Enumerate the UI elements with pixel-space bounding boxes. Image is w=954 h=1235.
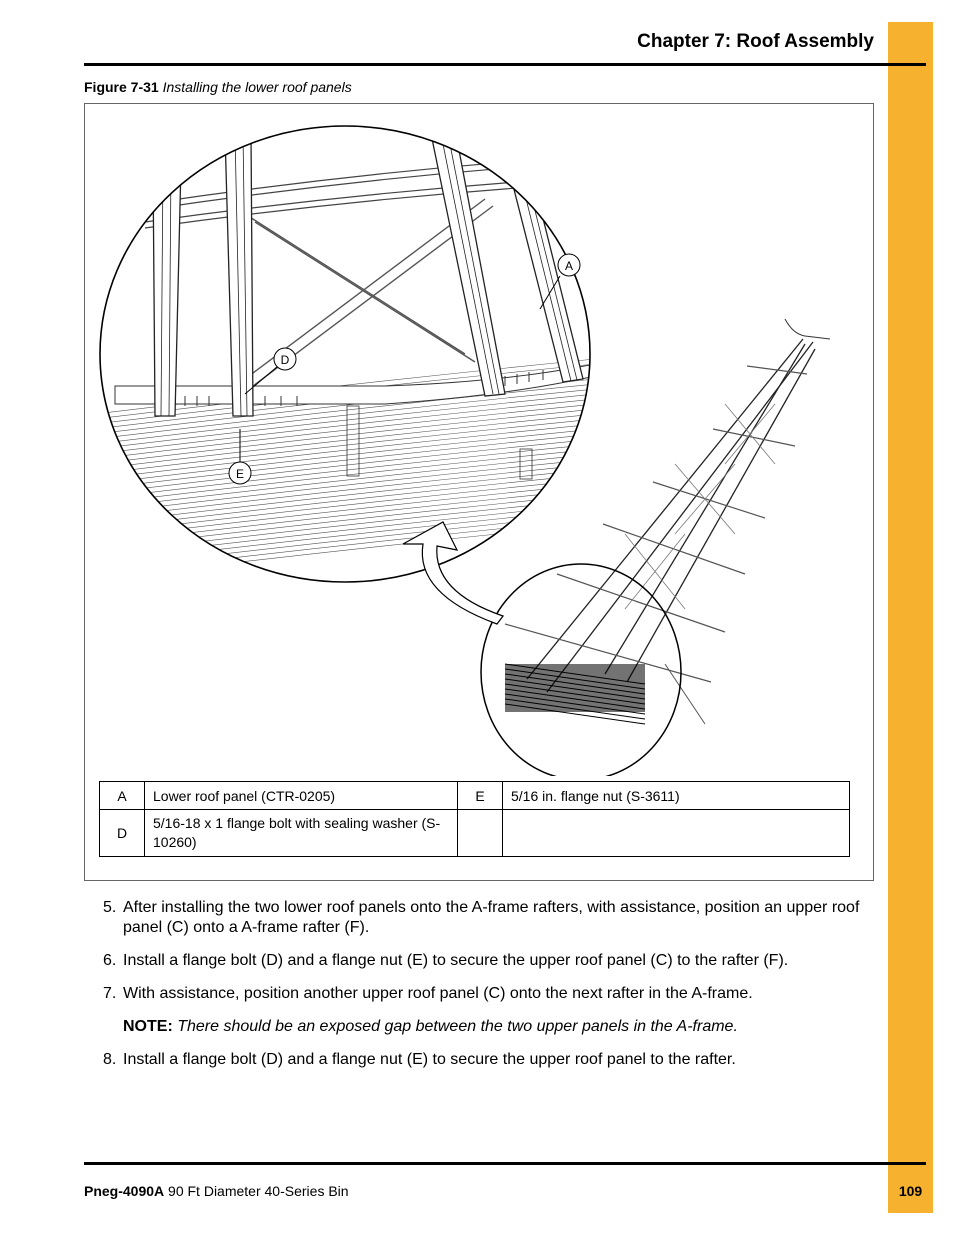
document-id: Pneg-4090A <box>84 1183 165 1199</box>
header-rule <box>84 63 926 66</box>
step-number: 5. <box>103 899 117 916</box>
procedure-steps <box>103 898 873 1083</box>
step-text: After installing the two lower roof panels onto the A-frame rafters, with assistance, position an upper roof panel (C) onto a A-frame rafter (F). <box>123 899 860 936</box>
parts-legend-table <box>99 781 850 857</box>
step-text: Install a flange bolt (D) and a flange nut (E) to secure the upper roof panel (C) to the rafter (F). <box>123 952 789 969</box>
legend-key: E <box>458 782 503 810</box>
legend-value: 5/16 in. flange nut (S-3611) <box>503 782 850 810</box>
list-item <box>103 898 873 938</box>
document-title: 90 Ft Diameter 40-Series Bin <box>168 1183 349 1199</box>
roof-panel-illustration <box>85 104 873 776</box>
legend-key <box>458 810 503 857</box>
legend-key: D <box>100 810 145 857</box>
figure-description: Installing the lower roof panels <box>162 79 352 95</box>
step-number: 6. <box>103 952 117 969</box>
legend-value: 5/16-18 x 1 flange bolt with sealing washer (S-10260) <box>145 810 458 857</box>
figure-caption <box>84 79 352 95</box>
list-item <box>103 984 873 1004</box>
footer-document <box>84 1183 349 1199</box>
step-text: Install a flange bolt (D) and a flange nut (E) to secure the upper roof panel to the rafter. <box>123 1051 736 1068</box>
svg-text:D: D <box>280 353 290 367</box>
page-number: 109 <box>898 1183 923 1199</box>
chapter-title: Chapter 7: Roof Assembly <box>637 31 874 52</box>
svg-text:A: A <box>564 259 574 273</box>
footer-rule <box>84 1162 926 1165</box>
accent-side-bar <box>888 22 933 1213</box>
figure-frame <box>84 103 874 881</box>
step-number: 8. <box>103 1051 117 1068</box>
zoom-source-view <box>505 664 645 724</box>
step-text: With assistance, position another upper roof panel (C) onto the next rafter in the A-frame. <box>123 985 753 1002</box>
list-item <box>103 1050 873 1070</box>
note-text: There should be an exposed gap between the two upper panels in the A-frame. <box>177 1018 738 1035</box>
note <box>123 1017 873 1037</box>
svg-text:E: E <box>235 467 245 481</box>
legend-value: Lower roof panel (CTR-0205) <box>145 782 458 810</box>
list-item <box>103 951 873 971</box>
table-row <box>100 810 850 857</box>
legend-key: A <box>100 782 145 810</box>
step-number: 7. <box>103 985 117 1002</box>
figure-number: Figure 7-31 <box>84 79 159 95</box>
legend-value <box>503 810 850 857</box>
note-label: NOTE: <box>123 1018 173 1035</box>
table-row <box>100 782 850 810</box>
